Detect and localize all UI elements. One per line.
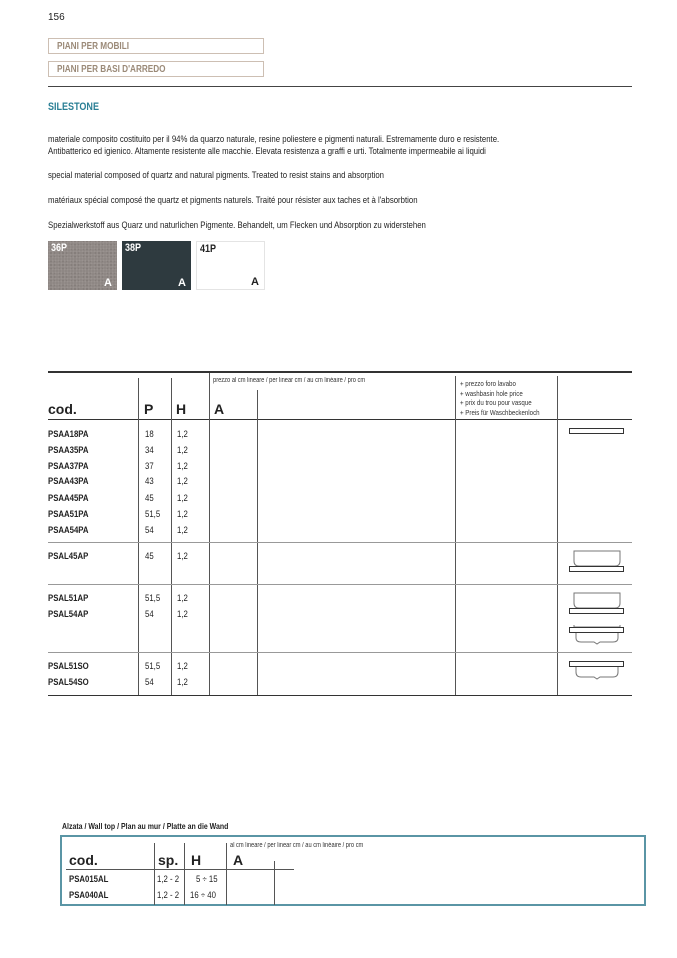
row-h: 1,2 xyxy=(177,476,188,487)
row-p: 51,5 xyxy=(145,509,161,520)
wall-header-a: A xyxy=(233,852,244,868)
row-p: 51,5 xyxy=(145,593,161,604)
description-de: Spezialwerkstoff aus Quarz und naturlichen Pigmente. Behandelt, um Flecken und Absorption zu widerstehen xyxy=(48,220,426,231)
row-p: 34 xyxy=(145,445,154,456)
group-divider xyxy=(48,584,632,585)
row-sp: 1,2 - 2 xyxy=(157,874,180,885)
table-header-rule xyxy=(48,419,632,420)
wall-top-table xyxy=(60,835,646,906)
row-code: PSA040AL xyxy=(69,890,109,901)
wall-header-h: H xyxy=(191,852,202,868)
wall-top-title: Alzata / Wall top / Plan au mur / Platte an die Wand xyxy=(62,821,229,831)
hole-note-it: + prezzo foro lavabo xyxy=(460,379,516,388)
row-h: 1,2 xyxy=(177,493,188,504)
row-h: 1,2 xyxy=(177,661,188,672)
row-h: 1,2 xyxy=(177,609,188,620)
swatch-grade: A xyxy=(104,277,112,289)
description-it-line2: Antibatterico ed igienico. Altamente resistente alle macchie. Elevata resistenza a graffi e urti. Totalmente impermeabile ai liquidi xyxy=(48,146,486,157)
row-h: 5 ÷ 15 xyxy=(196,874,218,885)
price-per-cm-note: prezzo al cm lineare / per linear cm / au cm linéaire / pro cm xyxy=(213,377,366,384)
group-divider xyxy=(48,652,632,653)
category-tag-label: PIANI PER BASI D'ARREDO xyxy=(57,64,166,75)
row-code: PSA015AL xyxy=(69,874,109,885)
header-a: A xyxy=(214,401,225,417)
row-code: PSAA35PA xyxy=(48,445,89,456)
row-p: 51,5 xyxy=(145,661,161,672)
swatch-code: 41P xyxy=(200,243,217,255)
column-divider xyxy=(138,378,139,695)
row-code: PSAA18PA xyxy=(48,429,89,440)
section-title: SILESTONE xyxy=(48,101,99,113)
header-p: P xyxy=(144,401,154,417)
wall-header-rule xyxy=(66,869,294,870)
row-h: 16 ÷ 40 xyxy=(190,890,216,901)
row-h: 1,2 xyxy=(177,677,188,688)
row-h: 1,2 xyxy=(177,525,188,536)
row-p: 45 xyxy=(145,493,154,504)
table-bottom-rule xyxy=(48,695,632,696)
column-divider xyxy=(274,861,275,905)
description-it-line1: materiale composito costituito per il 94% da quarzo naturale, resine poliestere e pigmenti naturali. Estremamente duro e resistente. xyxy=(48,134,500,145)
column-divider xyxy=(154,843,155,905)
row-code: PSAA37PA xyxy=(48,461,89,472)
row-p: 54 xyxy=(145,677,154,688)
group-divider xyxy=(48,542,632,543)
row-code: PSAL45AP xyxy=(48,551,89,562)
swatch-grade: A xyxy=(178,277,186,289)
row-p: 18 xyxy=(145,429,154,440)
header-divider xyxy=(48,86,632,87)
header-h: H xyxy=(176,401,187,417)
column-divider xyxy=(209,373,210,695)
category-tag-label: PIANI PER MOBILI xyxy=(57,41,129,52)
category-tag-base-unit-tops xyxy=(48,61,264,77)
swatch-grade: A xyxy=(251,276,259,288)
row-code: PSAA45PA xyxy=(48,493,89,504)
row-p: 37 xyxy=(145,461,154,472)
row-code: PSAL54SO xyxy=(48,677,89,688)
hole-note-fr: + prix du trou pour vasque xyxy=(460,398,532,407)
description-fr: matériaux spécial composé the quartz et pigments naturels. Traité pour résister aux taches et à l'absorbtion xyxy=(48,195,418,206)
row-p: 43 xyxy=(145,476,154,487)
color-swatch-38p xyxy=(122,241,191,290)
row-h: 1,2 xyxy=(177,429,188,440)
row-h: 1,2 xyxy=(177,593,188,604)
swatch-code: 36P xyxy=(51,242,68,254)
row-h: 1,2 xyxy=(177,551,188,562)
category-tag-furniture-tops xyxy=(48,38,264,54)
column-divider xyxy=(171,378,172,695)
page-number: 156 xyxy=(48,12,65,23)
flat-top-icon xyxy=(569,427,625,437)
color-swatch-41p xyxy=(196,241,265,290)
hole-note-en: + washbasin hole price xyxy=(460,388,523,398)
row-code: PSAL51AP xyxy=(48,593,89,604)
countertop-basin-icon xyxy=(569,550,627,576)
row-h: 1,2 xyxy=(177,445,188,456)
row-p: 54 xyxy=(145,525,154,536)
washbasin-hole-price-notes xyxy=(460,379,540,417)
header-cod: cod. xyxy=(48,401,77,417)
color-swatch-36p xyxy=(48,241,117,290)
row-sp: 1,2 - 2 xyxy=(157,890,180,901)
row-code: PSAA51PA xyxy=(48,509,89,520)
row-h: 1,2 xyxy=(177,461,188,472)
wall-header-sp: sp. xyxy=(158,852,179,868)
row-h: 1,2 xyxy=(177,509,188,520)
table-top-rule xyxy=(48,371,632,373)
row-code: PSAA43PA xyxy=(48,476,89,487)
description-en: special material composed of quartz and natural pigments. Treated to resist stains and absorption xyxy=(48,170,385,181)
countertop-and-semi-recessed-basin-icon xyxy=(569,592,627,647)
column-divider xyxy=(455,376,456,695)
row-code: PSAL54AP xyxy=(48,609,89,620)
row-code: PSAA54PA xyxy=(48,525,89,536)
undermount-basin-icon xyxy=(569,660,627,684)
wall-header-cod: cod. xyxy=(69,852,98,868)
row-code: PSAL51SO xyxy=(48,661,89,672)
wall-price-per-cm-note: al cm lineare / per linear cm / au cm linéaire / pro cm xyxy=(230,842,364,849)
column-divider xyxy=(557,376,558,695)
column-divider xyxy=(226,843,227,905)
hole-note-de: + Preis für Waschbeckenloch xyxy=(460,407,540,417)
column-divider xyxy=(184,843,185,905)
swatch-code: 38P xyxy=(125,242,142,254)
row-p: 45 xyxy=(145,551,154,562)
row-p: 54 xyxy=(145,609,154,620)
